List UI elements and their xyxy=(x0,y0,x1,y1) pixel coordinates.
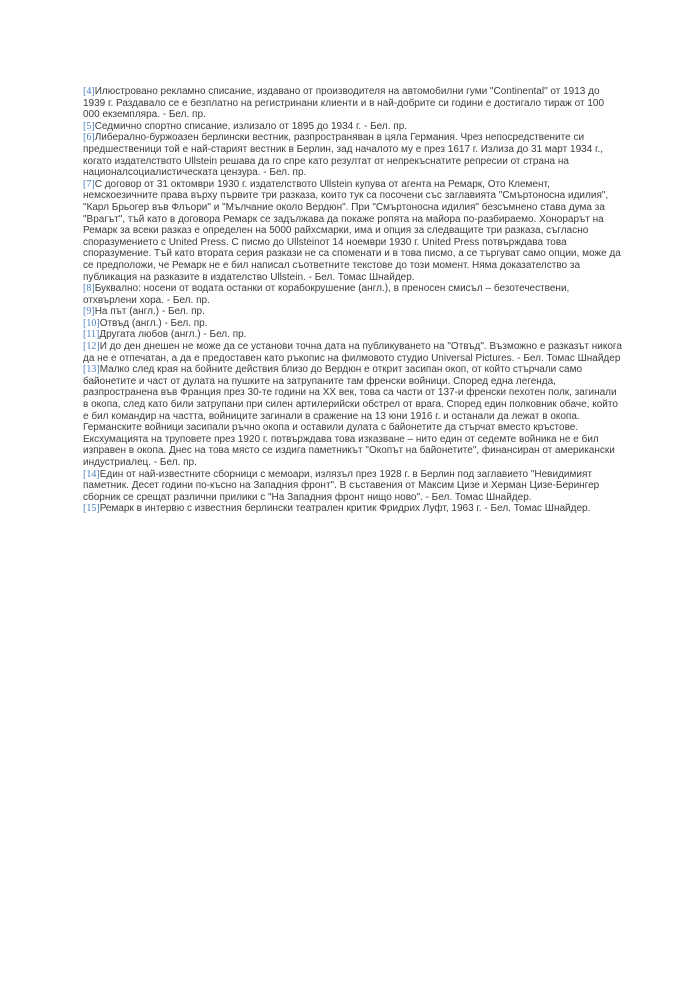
footnote-ref-open-bracket: [ xyxy=(83,306,87,318)
footnote-8 xyxy=(83,283,623,306)
footnote-6 xyxy=(83,132,623,178)
footnote-ref-number: 13 xyxy=(86,364,97,376)
footnote-text: На път (англ.) - Бел. пр. xyxy=(94,306,205,318)
footnote-text: Ремарк в интервю с известния берлински театрален критик Фридрих Луфт, 1963 г. - Бел. Томас Шнайдер. xyxy=(99,503,591,515)
footnote-ref-number: 15 xyxy=(86,503,97,515)
footnote-ref-open-bracket: [ xyxy=(83,178,87,190)
footnote-ref-link-9[interactable] xyxy=(83,306,95,317)
footnote-13 xyxy=(83,364,623,468)
footnote-ref-link-8[interactable] xyxy=(83,283,95,294)
footnote-ref-close-bracket: ] xyxy=(91,132,95,144)
footnote-14 xyxy=(83,469,623,504)
footnotes-page xyxy=(83,86,623,515)
footnote-ref-close-bracket: ] xyxy=(96,317,100,329)
footnote-ref-open-bracket: [ xyxy=(83,503,87,515)
footnote-ref-link-4[interactable] xyxy=(83,86,95,97)
footnote-ref-number: 10 xyxy=(86,317,97,329)
footnote-text: Един от най-известните сборници с мемоари, излязъл през 1928 г. в Берлин под заглавието "Невидимият паметник. Десет години по-късно на Западния фронт". В съставения от Максим Цизе и Херман Цизе-Берингер сборник се срещат различни прилики с "На Западния фронт нищо ново". - Бел. Томас Шнайдер. xyxy=(83,468,600,503)
footnote-ref-close-bracket: ] xyxy=(96,468,100,480)
footnote-ref-link-11[interactable] xyxy=(83,329,99,340)
footnote-ref-number: 12 xyxy=(86,341,97,353)
footnote-ref-number: 5 xyxy=(86,120,92,132)
footnote-ref-close-bracket: ] xyxy=(96,503,100,515)
footnote-ref-number: 6 xyxy=(86,132,92,144)
footnote-text: С договор от 31 октомври 1930 г. издателството Ullstein купува от агента на Ремарк, Ото Клемент, немскоезичните права върху първите три разказа, които тук са посочени със заглавията "Смъртоносна идилия", "Карл Брьогер във Флъори" и "Мълчание около Вердюн". При "Смъртоносна идилия" безсъмнено става дума за "Врагът", тъй като в договора Ремарк се задължава да покаже ропята на майора по-разбираемо. Хонорарът на Ремарк за всеки разказ е определен на 5000 райхсмарки, има и опция за следващите три разказа, съгласно споразумението с United Press. С писмо до Ullsteinот 14 ноември 1930 г. United Press потвърждава това споразумение. Тъй като втората серия разкази не са споменати и в това писмо, а се търгуват само опции, може да се предположи, че Ремарк не е бил написал съответните текстове до този момент. Няма доказателство за публикация на разказите в издателство Ullstein. - Бел. Томас Шнайдер. xyxy=(83,178,621,283)
footnote-ref-link-7[interactable] xyxy=(83,179,95,190)
footnote-ref-number: 14 xyxy=(86,468,97,480)
footnote-ref-close-bracket: ] xyxy=(95,329,100,341)
footnote-ref-close-bracket: ] xyxy=(96,341,100,353)
footnote-ref-close-bracket: ] xyxy=(96,364,100,376)
footnote-ref-open-bracket: [ xyxy=(83,132,87,144)
footnote-text: Либерално-буржоазен берлински вестник, разпространяван в цяла Германия. Чрез непосредствените си предшественици той е най-старият вестник в Берлин, зад началото му е през 1617 г. Излиза до 31 март 1934 г., когато издателството Ullstein решава да го спре като резултат от непрекъснатите репресии от страна на националсоциалистическата цензура. - Бел. пр. xyxy=(83,132,604,179)
footnote-ref-link-14[interactable] xyxy=(83,469,100,480)
footnote-ref-open-bracket: [ xyxy=(83,341,87,353)
footnote-4 xyxy=(83,86,623,121)
footnote-ref-number: 8 xyxy=(86,283,92,295)
footnote-ref-link-15[interactable] xyxy=(83,503,100,514)
footnote-ref-close-bracket: ] xyxy=(91,86,95,97)
footnote-text: Другата любов (англ.) - Бел. пр. xyxy=(99,329,247,341)
footnote-ref-link-12[interactable] xyxy=(83,341,100,352)
footnote-5 xyxy=(83,121,623,133)
footnote-text: Буквално: носени от водата останки от корабокрушение (англ.), в преносен смисъл – безотечествени, отхвърлени хора. - Бел. пр. xyxy=(83,283,570,306)
footnote-text: Отвъд (англ.) - Бел. пр. xyxy=(99,317,208,329)
footnote-ref-close-bracket: ] xyxy=(91,283,95,295)
footnote-ref-link-10[interactable] xyxy=(83,318,100,329)
footnote-ref-close-bracket: ] xyxy=(91,178,95,190)
footnote-ref-open-bracket: [ xyxy=(83,364,87,376)
footnote-ref-open-bracket: [ xyxy=(83,120,87,132)
footnote-10 xyxy=(83,318,623,330)
footnote-ref-link-5[interactable] xyxy=(83,121,95,132)
footnote-ref-open-bracket: [ xyxy=(83,86,87,97)
footnote-ref-open-bracket: [ xyxy=(83,329,87,341)
footnote-ref-close-bracket: ] xyxy=(91,306,95,318)
footnote-ref-number: 11 xyxy=(86,329,96,341)
footnote-ref-link-6[interactable] xyxy=(83,132,95,143)
footnote-ref-open-bracket: [ xyxy=(83,317,87,329)
footnote-9 xyxy=(83,306,623,318)
footnote-text: Илюстровано рекламно списание, издавано от производителя на автомобилни гуми "Continental" от 1913 до 1939 г. Раздавало се е безплатно на регистринани клиенти и в най-добрите си години е достигало тираж от 100 000 екземпляра. - Бел. пр. xyxy=(83,86,605,121)
footnote-ref-number: 7 xyxy=(86,178,92,190)
footnote-ref-link-13[interactable] xyxy=(83,364,100,375)
footnote-ref-close-bracket: ] xyxy=(91,120,95,132)
footnote-text: Малко след края на бойните действия близо до Вердюн е открит засипан окоп, от който стърчали само байонетите и част от дулата на пушките на затрупаните там френски войници. Според една легенда, разпространена във Франция през 30-те години на XX век, това са части от 137-и френски пехотен полк, загинали в окопа, след като били затрупани при силен артилерийски обстрел от врага. Според един полковник обаче, който е бил командир на частта, войниците загинали в сражение на 13 юни 1916 г. и останали да лежат в окопа. Германските войници засипали ръчно окопа и оставили дулата с байонетите да стърчат вместо кръстове. Ексхумацията на труповете през 1920 г. потвърждава това изказване – нито един от седемте войника не е бил изправен в окопа. Днес на това място се издига паметникът "Окопът на байонетите", финансиран от американски индустриалец. - Бел. пр. xyxy=(83,364,618,468)
footnote-ref-open-bracket: [ xyxy=(83,283,87,295)
footnote-text: И до ден днешен не може да се установи точна дата на публикуването на "Отвъд". Възможно е разказът никога да не е отпечатан, а да е предоставен като ръкопис на филмовото студио Universal Pictures. - Бел. Томас Шнайдер xyxy=(83,341,622,364)
footnote-ref-number: 9 xyxy=(86,306,92,318)
footnote-text: Седмично спортно списание, излизало от 1895 до 1934 г. - Бел. пр. xyxy=(94,120,408,132)
footnote-11 xyxy=(83,329,623,341)
footnote-ref-number: 4 xyxy=(86,86,92,97)
footnote-7 xyxy=(83,179,623,283)
footnote-12 xyxy=(83,341,623,364)
footnote-15 xyxy=(83,503,623,515)
footnote-ref-open-bracket: [ xyxy=(83,468,87,480)
